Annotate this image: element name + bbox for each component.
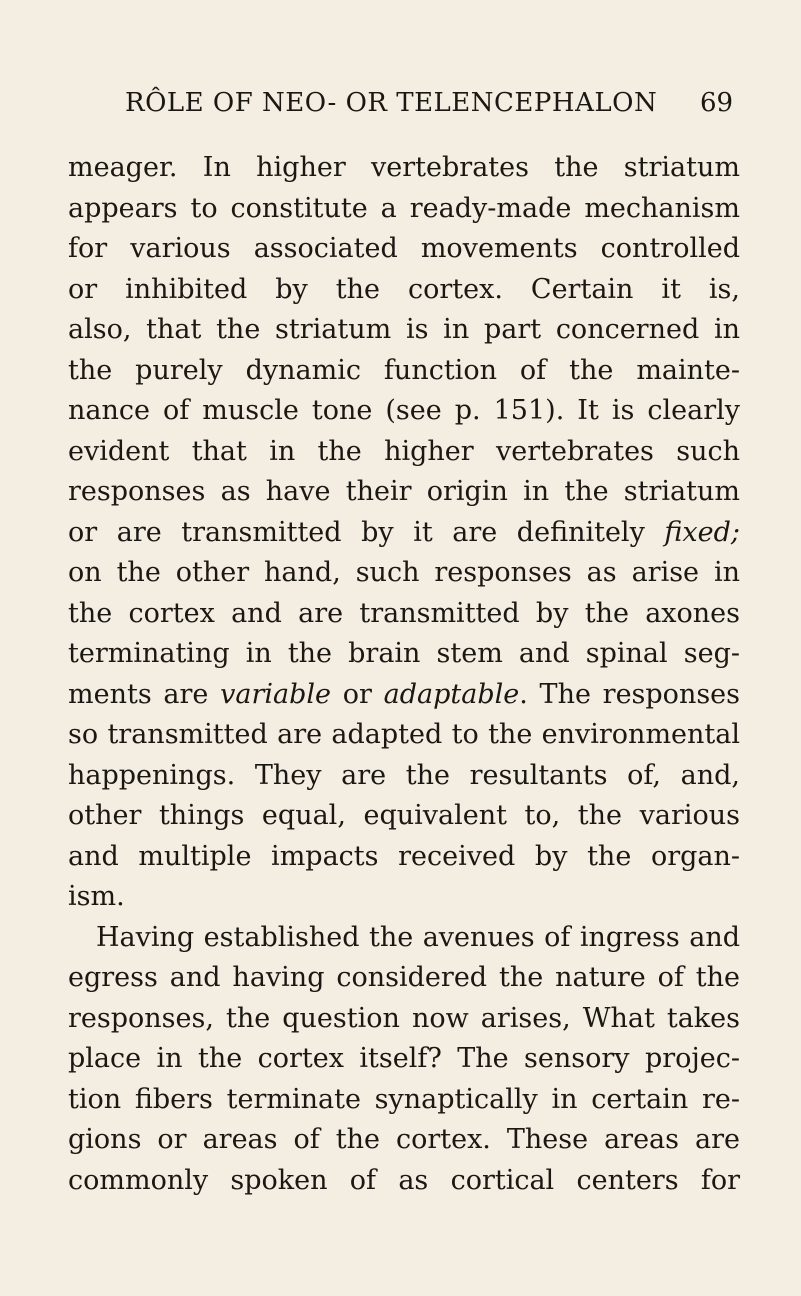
text-line: gions or areas of the cortex. These areas are [68,1124,740,1155]
text-line: tion fibers terminate synaptically in certain re- [68,1083,740,1115]
text-line: place in the cortex itself? The sensory projec- [68,1043,740,1074]
text-line: nance of muscle tone (see p. 151). It is clearly [68,395,740,426]
running-title: RÔLE OF NEO- OR TELENCEPHALON [125,88,658,118]
text-line: ism. [68,881,125,912]
running-header [0,88,801,128]
text-line: appears to constitute a ready-made mechanism [68,192,740,224]
body-text [68,148,740,1201]
text-line: the purely dynamic function of the mainte- [68,354,740,386]
text-segment: . The responses [519,678,741,710]
italic-term-variable: variable [220,678,332,710]
text-line: egress and having considered the nature of the [68,962,740,993]
text-line [68,513,740,554]
text-line: happenings. They are the resultants of, and, [68,759,740,791]
text-line: or inhibited by the cortex. Certain it is, [68,273,740,305]
page-number: 69 [700,88,734,118]
italic-term-adaptable: adaptable [383,678,520,710]
text-line: on the other hand, such responses as arise in [68,557,740,588]
text-line: also, that the striatum is in part concerned in [68,314,740,345]
text-line: the cortex and are transmitted by the axones [68,597,740,629]
text-line: other things equal, equivalent to, the various [68,800,740,831]
text-line: commonly spoken of as cortical centers for [68,1164,740,1196]
text-line: for various associated movements controlled [68,233,740,264]
text-line: terminating in the brain stem and spinal seg- [68,638,740,669]
text-segment: or are transmitted by it are definitely [68,516,665,548]
text-line: Having established the avenues of ingress and [96,921,740,953]
text-line: responses as have their origin in the striatum [68,476,740,507]
text-line: so transmitted are adapted to the environmental [68,719,740,750]
text-line: responses, the question now arises, What takes [68,1002,740,1034]
text-line: meager. In higher vertebrates the striatum [68,152,740,183]
text-line: evident that in the higher vertebrates such [68,435,740,467]
text-segment: or [331,678,384,710]
text-line: and multiple impacts received by the organ- [68,840,740,872]
italic-term-fixed: fixed; [664,516,740,548]
text-line [68,675,740,716]
text-segment: ments are [68,678,221,710]
